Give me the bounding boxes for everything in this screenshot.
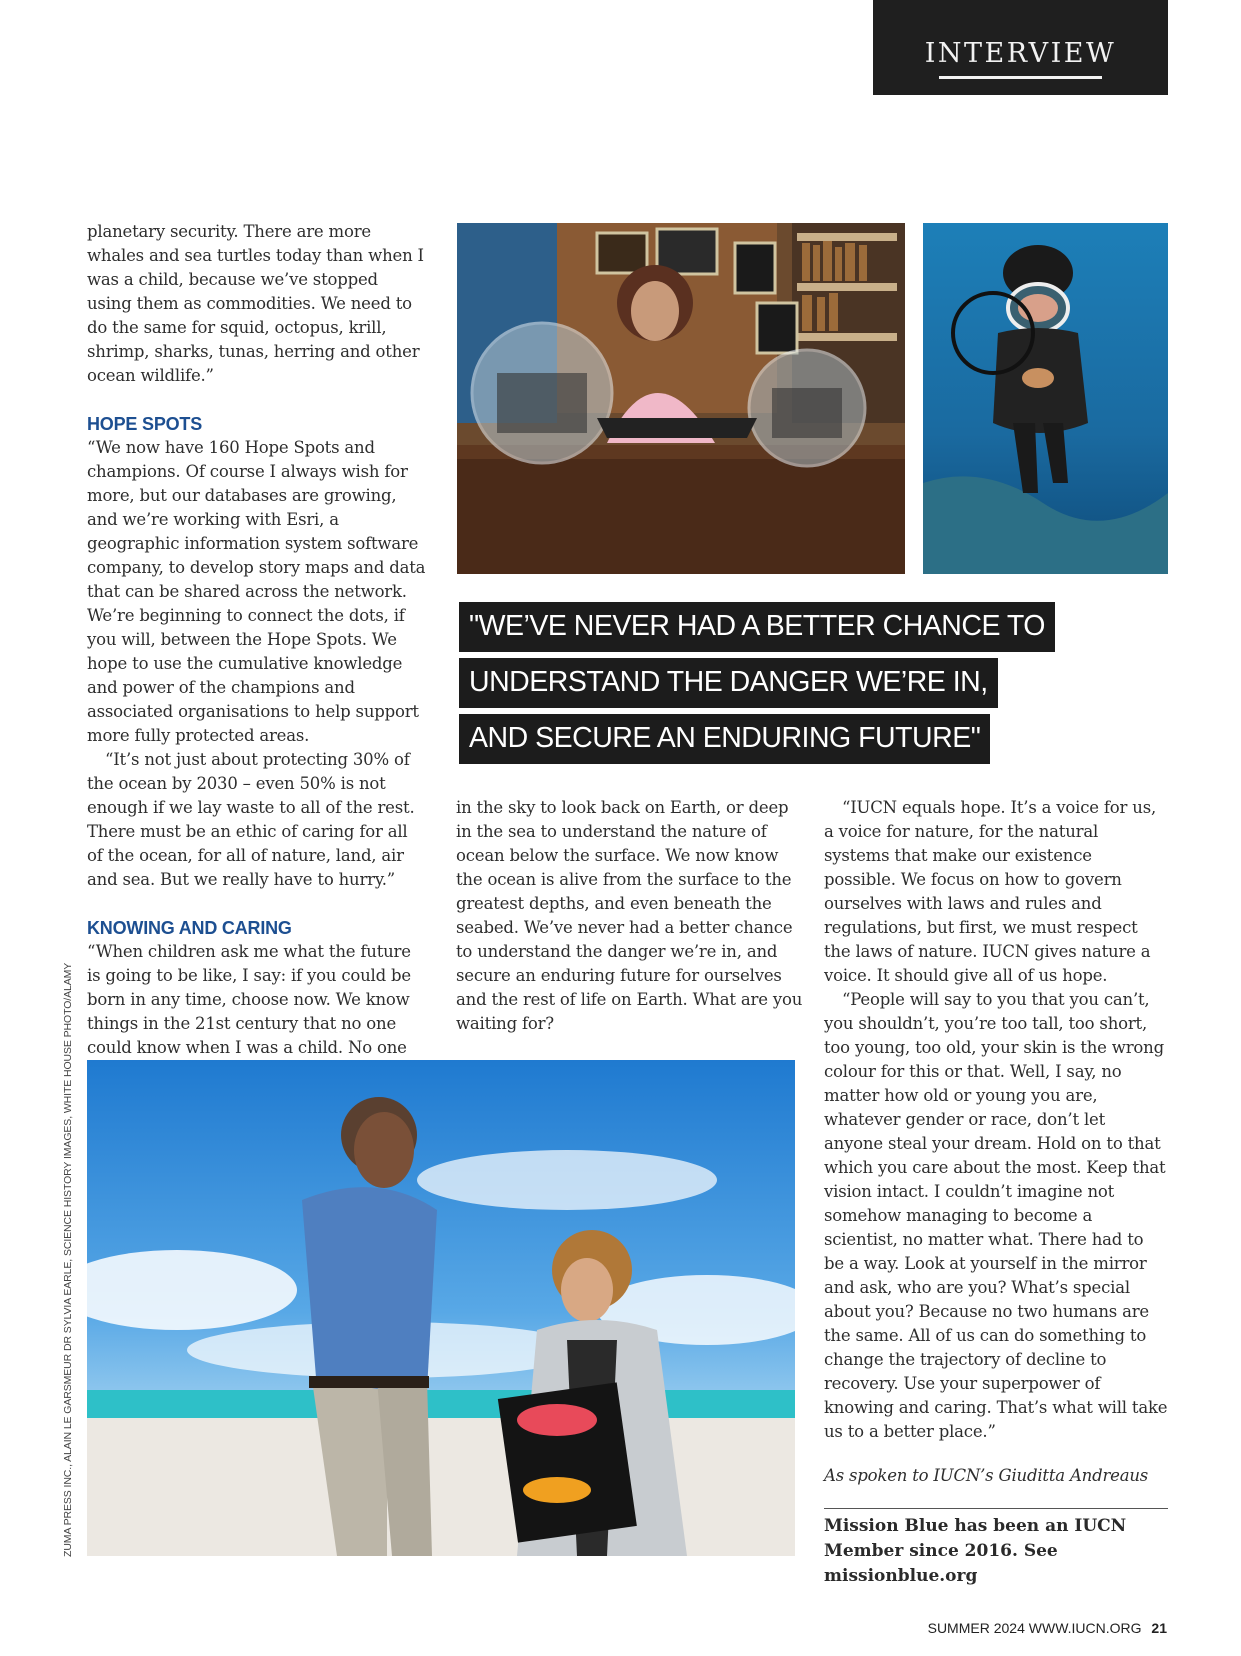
member-note-rule bbox=[824, 1508, 1168, 1509]
paragraph-col2: in the sky to look back on Earth, or deep in the sea to understand the nature of ocean below the surface. We now know the ocean is alive from the surface to the greatest depths, and even beneath the seabed. We’ve never had a better chance to understand the danger we’re in, and secure an enduring future for ourselves and the rest of life on Earth. What are you waiting for? bbox=[456, 798, 803, 1033]
photo-diver bbox=[923, 223, 1168, 574]
paragraph-hope-1: “We now have 160 Hope Spots and champions. Of course I always wish for more, but our databases are growing, and we’re working with Esri, a geographic information system software company, to develop story maps and data that can be shared across the network. We’re beginning to connect the dots, if you will, between the Hope Spots. We hope to use the cumulative knowledge and power of the champions and associated organisations to help support more fully protected areas. bbox=[87, 438, 426, 745]
paragraph-knowing: “When children ask me what the future is going to be like, I say: if you could be born in any time, choose now. We know things in the 21st century that no one could know when I was a child. No one bbox=[87, 942, 411, 1057]
attribution: As spoken to IUCN’s Giuditta Andreaus bbox=[824, 1466, 1149, 1485]
pull-quote-line-3: AND SECURE AN ENDURING FUTURE" bbox=[459, 714, 990, 764]
footer-issue: SUMMER 2024 bbox=[927, 1620, 1025, 1636]
pull-quote-row-3 bbox=[459, 714, 990, 764]
subhead-knowing-caring: KNOWING AND CARING bbox=[87, 918, 292, 938]
pull-quote-row-2 bbox=[459, 658, 998, 708]
section-tab bbox=[873, 0, 1168, 95]
paragraph-intro: planetary security. There are more whales and sea turtles today than when I was a child, because we’ve stopped using them as commodities. We need to do the same for squid, octopus, krill, shrimp, sharks, tunas, herring and other ocean wildlife.” bbox=[87, 222, 424, 385]
paragraph-iucn-hope: “IUCN equals hope. It’s a voice for us, a voice for nature, for the natural systems that make our existence possible. We focus on how to govern ourselves with laws and rules and regulations, but first, we must respect the laws of nature. IUCN gives nature a voice. It should give all of us hope. bbox=[824, 798, 1157, 985]
photo-beach-meeting bbox=[87, 1060, 795, 1556]
photo-office-submersibles bbox=[457, 223, 905, 574]
section-label: INTERVIEW bbox=[924, 38, 1117, 69]
section-underline bbox=[939, 76, 1102, 79]
column-2 bbox=[456, 796, 804, 1036]
photo-credit: ZUMA PRESS INC., ALAIN LE GARSMEUR DR SYLVIA EARLE, SCIENCE HISTORY IMAGES, WHITE HOUSE PHOTO/ALAMY bbox=[62, 962, 74, 1557]
page-number: 21 bbox=[1151, 1620, 1167, 1636]
subhead-hope-spots: HOPE SPOTS bbox=[87, 414, 203, 434]
paragraph-dream: “People will say to you that you can’t, you shouldn’t, you’re too tall, too short, too young, too old, your skin is the wrong colour for this or that. Well, I say, no matter how old or young you are, whatever gender or race, don’t let anyone steal your dream. Hold on to that which you care about the most. Keep that vision intact. I couldn’t imagine not somehow managing to become a scientist, no matter what. There had to be a way. Look at yourself in the mirror and ask, who are you? What’s special about you? Because no two humans are the same. All of us can do something to change the trajectory of decline to recovery. Use your superpower of knowing and caring. That’s what will take us to a better place.” bbox=[824, 990, 1168, 1441]
page-footer bbox=[928, 1620, 1167, 1636]
member-note: Mission Blue has been an IUCN Member since 2016. See missionblue.org bbox=[824, 1516, 1127, 1586]
column-1 bbox=[87, 220, 427, 1084]
pull-quote-line-1: "WE’VE NEVER HAD A BETTER CHANCE TO bbox=[459, 602, 1055, 652]
footer-site: WWW.IUCN.ORG bbox=[1028, 1620, 1142, 1636]
pull-quote bbox=[459, 602, 1055, 652]
column-3 bbox=[824, 796, 1168, 1488]
paragraph-hope-2: “It’s not just about protecting 30% of the ocean by 2030 – even 50% is not enough if we lay waste to all of the rest. There must be an ethic of caring for all of the ocean, for all of nature, land, air and sea. But we really have to hurry.” bbox=[87, 750, 415, 889]
pull-quote-line-2: UNDERSTAND THE DANGER WE’RE IN, bbox=[459, 658, 998, 708]
